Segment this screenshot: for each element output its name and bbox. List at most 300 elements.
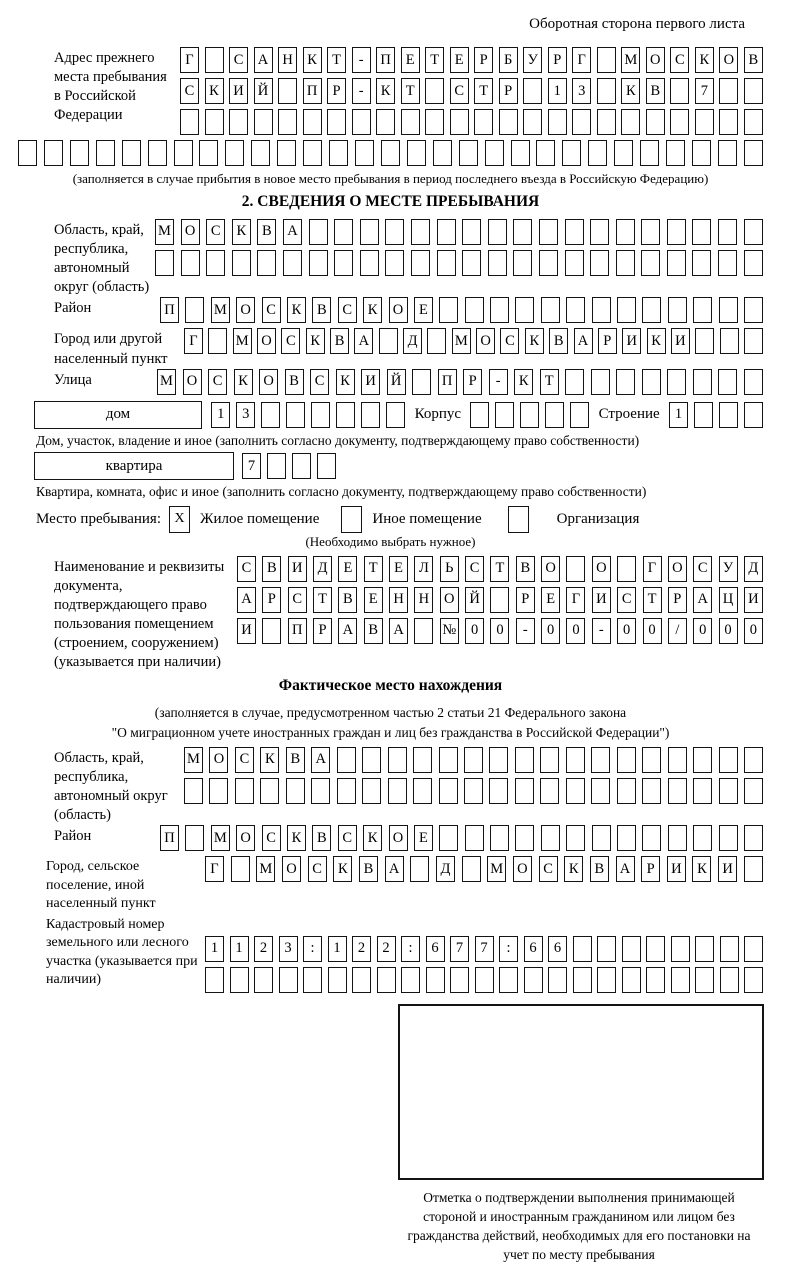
char-box[interactable]: Е [414, 297, 433, 323]
char-box[interactable]: А [311, 747, 330, 773]
char-box[interactable]: И [237, 618, 256, 644]
char-box[interactable]: И [288, 556, 307, 582]
char-box[interactable] [362, 778, 381, 804]
char-box[interactable] [376, 109, 395, 135]
char-box[interactable]: № [440, 618, 459, 644]
char-box[interactable] [617, 297, 636, 323]
char-box[interactable] [199, 140, 218, 166]
char-box[interactable]: В [359, 856, 378, 882]
char-box[interactable]: С [338, 825, 357, 851]
char-box[interactable] [695, 328, 714, 354]
char-box[interactable]: Н [389, 587, 408, 613]
char-box[interactable] [572, 109, 591, 135]
char-box[interactable]: В [338, 587, 357, 613]
char-box[interactable]: Л [414, 556, 433, 582]
char-box[interactable]: О [513, 856, 532, 882]
char-box[interactable]: У [523, 47, 542, 73]
char-box[interactable]: 0 [744, 618, 763, 644]
char-box[interactable]: А [254, 47, 273, 73]
char-box[interactable] [437, 250, 456, 276]
char-box[interactable] [462, 250, 481, 276]
char-box[interactable] [744, 402, 763, 428]
char-box[interactable] [565, 219, 584, 245]
char-box[interactable]: М [155, 219, 174, 245]
char-box[interactable]: 6 [426, 936, 445, 962]
char-box[interactable]: К [647, 328, 666, 354]
char-box[interactable] [693, 369, 712, 395]
char-box[interactable] [566, 556, 585, 582]
char-box[interactable] [541, 297, 560, 323]
char-box[interactable]: К [564, 856, 583, 882]
char-box[interactable]: М [621, 47, 640, 73]
char-box[interactable]: В [646, 78, 665, 104]
char-box[interactable]: Р [516, 587, 535, 613]
char-box[interactable] [334, 250, 353, 276]
char-box[interactable] [267, 453, 286, 479]
char-box[interactable]: О [389, 297, 408, 323]
char-box[interactable] [379, 328, 398, 354]
char-box[interactable] [303, 140, 322, 166]
char-box[interactable] [425, 109, 444, 135]
char-box[interactable]: Е [401, 47, 420, 73]
char-box[interactable] [515, 747, 534, 773]
char-box[interactable]: П [160, 825, 179, 851]
char-box[interactable]: Т [401, 78, 420, 104]
char-box[interactable] [286, 778, 305, 804]
char-box[interactable] [485, 140, 504, 166]
char-box[interactable]: Г [572, 47, 591, 73]
char-box[interactable]: О [282, 856, 301, 882]
char-box[interactable] [309, 219, 328, 245]
char-box[interactable] [388, 747, 407, 773]
char-box[interactable]: Ц [719, 587, 738, 613]
char-box[interactable]: В [590, 856, 609, 882]
char-box[interactable]: : [303, 936, 322, 962]
char-box[interactable]: С [281, 328, 300, 354]
char-box[interactable] [646, 967, 665, 993]
char-box[interactable]: П [288, 618, 307, 644]
char-box[interactable] [614, 140, 633, 166]
char-box[interactable] [495, 402, 514, 428]
char-box[interactable] [597, 47, 616, 73]
char-box[interactable] [278, 109, 297, 135]
char-box[interactable] [329, 140, 348, 166]
char-box[interactable] [592, 297, 611, 323]
char-box[interactable] [410, 856, 429, 882]
char-box[interactable]: А [616, 856, 635, 882]
char-box[interactable]: В [286, 747, 305, 773]
char-box[interactable] [411, 219, 430, 245]
char-box[interactable]: Р [313, 618, 332, 644]
char-box[interactable] [181, 250, 200, 276]
char-box[interactable]: 0 [490, 618, 509, 644]
char-box[interactable] [591, 747, 610, 773]
char-box[interactable] [622, 936, 641, 962]
char-box[interactable]: В [262, 556, 281, 582]
char-box[interactable]: К [363, 297, 382, 323]
char-box[interactable] [464, 778, 483, 804]
char-box[interactable]: С [206, 219, 225, 245]
char-box[interactable]: М [184, 747, 203, 773]
char-box[interactable] [541, 825, 560, 851]
char-box[interactable]: 2 [377, 936, 396, 962]
char-box[interactable]: В [744, 47, 763, 73]
char-box[interactable] [566, 297, 585, 323]
char-box[interactable] [260, 778, 279, 804]
char-box[interactable]: - [352, 47, 371, 73]
char-box[interactable] [515, 297, 534, 323]
char-box[interactable] [261, 402, 280, 428]
char-box[interactable] [720, 936, 739, 962]
char-box[interactable] [360, 250, 379, 276]
char-box[interactable]: Г [566, 587, 585, 613]
char-box[interactable]: С [450, 78, 469, 104]
char-box[interactable] [515, 825, 534, 851]
char-box[interactable]: С [288, 587, 307, 613]
char-box[interactable]: 7 [475, 936, 494, 962]
char-box[interactable] [413, 747, 432, 773]
char-box[interactable] [257, 250, 276, 276]
char-box[interactable] [591, 778, 610, 804]
char-box[interactable] [597, 936, 616, 962]
char-box[interactable] [641, 219, 660, 245]
char-box[interactable]: К [303, 47, 322, 73]
char-box[interactable]: Р [463, 369, 482, 395]
char-box[interactable] [413, 778, 432, 804]
char-box[interactable] [666, 140, 685, 166]
char-box[interactable] [401, 109, 420, 135]
char-box[interactable] [279, 967, 298, 993]
char-box[interactable] [414, 618, 433, 644]
char-box[interactable] [548, 967, 567, 993]
char-box[interactable] [693, 297, 712, 323]
char-box[interactable]: В [549, 328, 568, 354]
char-box[interactable]: Г [180, 47, 199, 73]
char-box[interactable]: О [389, 825, 408, 851]
char-box[interactable]: К [333, 856, 352, 882]
char-box[interactable] [539, 250, 558, 276]
char-box[interactable]: Е [364, 587, 383, 613]
char-box[interactable] [642, 747, 661, 773]
char-box[interactable]: С [308, 856, 327, 882]
char-box[interactable]: Е [450, 47, 469, 73]
char-box[interactable]: К [376, 78, 395, 104]
char-box[interactable] [174, 140, 193, 166]
char-box[interactable] [337, 778, 356, 804]
char-box[interactable]: О [668, 556, 687, 582]
char-box[interactable]: 0 [566, 618, 585, 644]
char-box[interactable] [96, 140, 115, 166]
char-box[interactable] [251, 140, 270, 166]
char-box[interactable] [470, 402, 489, 428]
char-box[interactable]: С [180, 78, 199, 104]
char-box[interactable] [450, 967, 469, 993]
char-box[interactable] [591, 369, 610, 395]
char-box[interactable] [327, 109, 346, 135]
char-box[interactable]: Р [474, 47, 493, 73]
char-box[interactable] [377, 967, 396, 993]
char-box[interactable] [671, 967, 690, 993]
char-box[interactable]: Н [414, 587, 433, 613]
char-box[interactable] [385, 250, 404, 276]
char-box[interactable] [337, 747, 356, 773]
char-box[interactable]: И [361, 369, 380, 395]
char-box[interactable] [292, 453, 311, 479]
char-box[interactable]: Е [338, 556, 357, 582]
char-box[interactable] [642, 369, 661, 395]
char-box[interactable] [540, 747, 559, 773]
char-box[interactable] [719, 778, 738, 804]
char-box[interactable] [719, 825, 738, 851]
char-box[interactable] [566, 747, 585, 773]
char-box[interactable] [278, 78, 297, 104]
char-box[interactable] [744, 936, 763, 962]
char-box[interactable]: И [592, 587, 611, 613]
char-box[interactable] [523, 109, 542, 135]
char-box[interactable] [588, 140, 607, 166]
char-box[interactable]: О [719, 47, 738, 73]
char-box[interactable] [205, 967, 224, 993]
char-box[interactable]: Т [490, 556, 509, 582]
char-box[interactable] [465, 825, 484, 851]
char-box[interactable] [744, 825, 763, 851]
char-box[interactable]: С [237, 556, 256, 582]
char-box[interactable]: А [693, 587, 712, 613]
char-box[interactable]: - [516, 618, 535, 644]
char-box[interactable] [328, 967, 347, 993]
char-box[interactable]: А [283, 219, 302, 245]
char-box[interactable] [433, 140, 452, 166]
char-box[interactable] [44, 140, 63, 166]
apartment-type-box[interactable]: квартира [34, 452, 234, 480]
char-box[interactable] [668, 825, 687, 851]
char-box[interactable]: О [646, 47, 665, 73]
char-box[interactable] [464, 747, 483, 773]
char-box[interactable]: О [209, 747, 228, 773]
char-box[interactable]: И [671, 328, 690, 354]
char-box[interactable]: К [260, 747, 279, 773]
char-box[interactable] [744, 250, 763, 276]
char-box[interactable]: 1 [328, 936, 347, 962]
char-box[interactable] [511, 140, 530, 166]
char-box[interactable]: М [211, 825, 230, 851]
char-box[interactable] [407, 140, 426, 166]
char-box[interactable] [381, 140, 400, 166]
char-box[interactable] [362, 747, 381, 773]
char-box[interactable] [286, 402, 305, 428]
char-box[interactable]: О [259, 369, 278, 395]
char-box[interactable] [744, 747, 763, 773]
char-box[interactable] [225, 140, 244, 166]
char-box[interactable] [489, 778, 508, 804]
char-box[interactable]: К [621, 78, 640, 104]
char-box[interactable] [617, 825, 636, 851]
char-box[interactable] [232, 250, 251, 276]
char-box[interactable] [744, 78, 763, 104]
char-box[interactable] [566, 825, 585, 851]
char-box[interactable] [744, 967, 763, 993]
char-box[interactable] [545, 402, 564, 428]
char-box[interactable]: С [500, 328, 519, 354]
char-box[interactable] [462, 856, 481, 882]
char-box[interactable] [590, 250, 609, 276]
char-box[interactable] [475, 967, 494, 993]
char-box[interactable] [744, 778, 763, 804]
char-box[interactable] [513, 250, 532, 276]
char-box[interactable]: 1 [669, 402, 688, 428]
char-box[interactable]: Т [474, 78, 493, 104]
char-box[interactable]: М [487, 856, 506, 882]
char-box[interactable]: С [235, 747, 254, 773]
char-box[interactable]: К [232, 219, 251, 245]
char-box[interactable] [515, 778, 534, 804]
char-box[interactable] [671, 936, 690, 962]
char-box[interactable] [668, 297, 687, 323]
char-box[interactable] [695, 109, 714, 135]
char-box[interactable] [303, 967, 322, 993]
char-box[interactable]: Р [262, 587, 281, 613]
char-box[interactable] [489, 747, 508, 773]
char-box[interactable] [229, 109, 248, 135]
char-box[interactable] [744, 328, 763, 354]
stay-checkbox-organization[interactable] [508, 506, 529, 533]
char-box[interactable] [439, 778, 458, 804]
char-box[interactable] [548, 109, 567, 135]
char-box[interactable]: К [363, 825, 382, 851]
char-box[interactable]: : [499, 936, 518, 962]
char-box[interactable]: / [668, 618, 687, 644]
char-box[interactable]: Т [313, 587, 332, 613]
char-box[interactable] [283, 250, 302, 276]
char-box[interactable] [235, 778, 254, 804]
char-box[interactable] [450, 109, 469, 135]
char-box[interactable] [667, 250, 686, 276]
char-box[interactable]: Т [643, 587, 662, 613]
char-box[interactable] [355, 140, 374, 166]
char-box[interactable] [597, 78, 616, 104]
char-box[interactable] [592, 825, 611, 851]
char-box[interactable] [719, 109, 738, 135]
char-box[interactable] [462, 219, 481, 245]
char-box[interactable]: А [338, 618, 357, 644]
char-box[interactable] [617, 747, 636, 773]
char-box[interactable]: Р [668, 587, 687, 613]
char-box[interactable] [646, 109, 665, 135]
char-box[interactable]: 0 [617, 618, 636, 644]
char-box[interactable]: Д [436, 856, 455, 882]
char-box[interactable] [536, 140, 555, 166]
char-box[interactable] [692, 219, 711, 245]
char-box[interactable]: И [667, 856, 686, 882]
char-box[interactable]: 3 [572, 78, 591, 104]
char-box[interactable] [425, 78, 444, 104]
char-box[interactable] [540, 778, 559, 804]
char-box[interactable] [439, 297, 458, 323]
char-box[interactable] [490, 297, 509, 323]
char-box[interactable]: К [287, 297, 306, 323]
char-box[interactable]: И [229, 78, 248, 104]
char-box[interactable] [490, 825, 509, 851]
char-box[interactable]: 1 [211, 402, 230, 428]
char-box[interactable] [565, 250, 584, 276]
char-box[interactable]: Т [425, 47, 444, 73]
char-box[interactable] [388, 778, 407, 804]
char-box[interactable] [488, 219, 507, 245]
char-box[interactable] [386, 402, 405, 428]
char-box[interactable]: 3 [236, 402, 255, 428]
char-box[interactable]: К [287, 825, 306, 851]
char-box[interactable] [570, 402, 589, 428]
char-box[interactable] [670, 78, 689, 104]
char-box[interactable]: С [670, 47, 689, 73]
char-box[interactable]: К [692, 856, 711, 882]
char-box[interactable] [499, 967, 518, 993]
char-box[interactable] [262, 618, 281, 644]
char-box[interactable]: О [183, 369, 202, 395]
char-box[interactable]: Р [327, 78, 346, 104]
char-box[interactable] [744, 297, 763, 323]
char-box[interactable]: В [257, 219, 276, 245]
char-box[interactable] [184, 778, 203, 804]
char-box[interactable]: 7 [242, 453, 261, 479]
char-box[interactable]: А [574, 328, 593, 354]
char-box[interactable]: С [338, 297, 357, 323]
stay-checkbox-other[interactable] [341, 506, 362, 533]
char-box[interactable] [692, 140, 711, 166]
char-box[interactable]: 1 [205, 936, 224, 962]
char-box[interactable]: А [237, 587, 256, 613]
char-box[interactable]: 6 [548, 936, 567, 962]
char-box[interactable]: О [541, 556, 560, 582]
char-box[interactable] [520, 402, 539, 428]
char-box[interactable] [718, 219, 737, 245]
char-box[interactable] [695, 936, 714, 962]
char-box[interactable] [523, 78, 542, 104]
char-box[interactable] [254, 967, 273, 993]
char-box[interactable]: Д [313, 556, 332, 582]
char-box[interactable] [597, 967, 616, 993]
char-box[interactable] [209, 778, 228, 804]
char-box[interactable]: М [211, 297, 230, 323]
char-box[interactable] [616, 369, 635, 395]
char-box[interactable] [180, 109, 199, 135]
char-box[interactable]: Е [541, 587, 560, 613]
char-box[interactable] [642, 778, 661, 804]
char-box[interactable] [573, 967, 592, 993]
char-box[interactable] [206, 250, 225, 276]
char-box[interactable]: В [330, 328, 349, 354]
char-box[interactable] [668, 778, 687, 804]
char-box[interactable] [642, 297, 661, 323]
char-box[interactable] [437, 219, 456, 245]
char-box[interactable]: Ь [440, 556, 459, 582]
char-box[interactable] [499, 109, 518, 135]
char-box[interactable] [562, 140, 581, 166]
char-box[interactable] [459, 140, 478, 166]
char-box[interactable]: 0 [693, 618, 712, 644]
char-box[interactable]: Р [499, 78, 518, 104]
char-box[interactable]: С [262, 297, 281, 323]
char-box[interactable]: А [389, 618, 408, 644]
char-box[interactable] [744, 109, 763, 135]
char-box[interactable]: О [236, 825, 255, 851]
char-box[interactable] [744, 140, 763, 166]
char-box[interactable] [309, 250, 328, 276]
char-box[interactable] [616, 219, 635, 245]
char-box[interactable] [70, 140, 89, 166]
char-box[interactable] [311, 778, 330, 804]
char-box[interactable]: 0 [541, 618, 560, 644]
